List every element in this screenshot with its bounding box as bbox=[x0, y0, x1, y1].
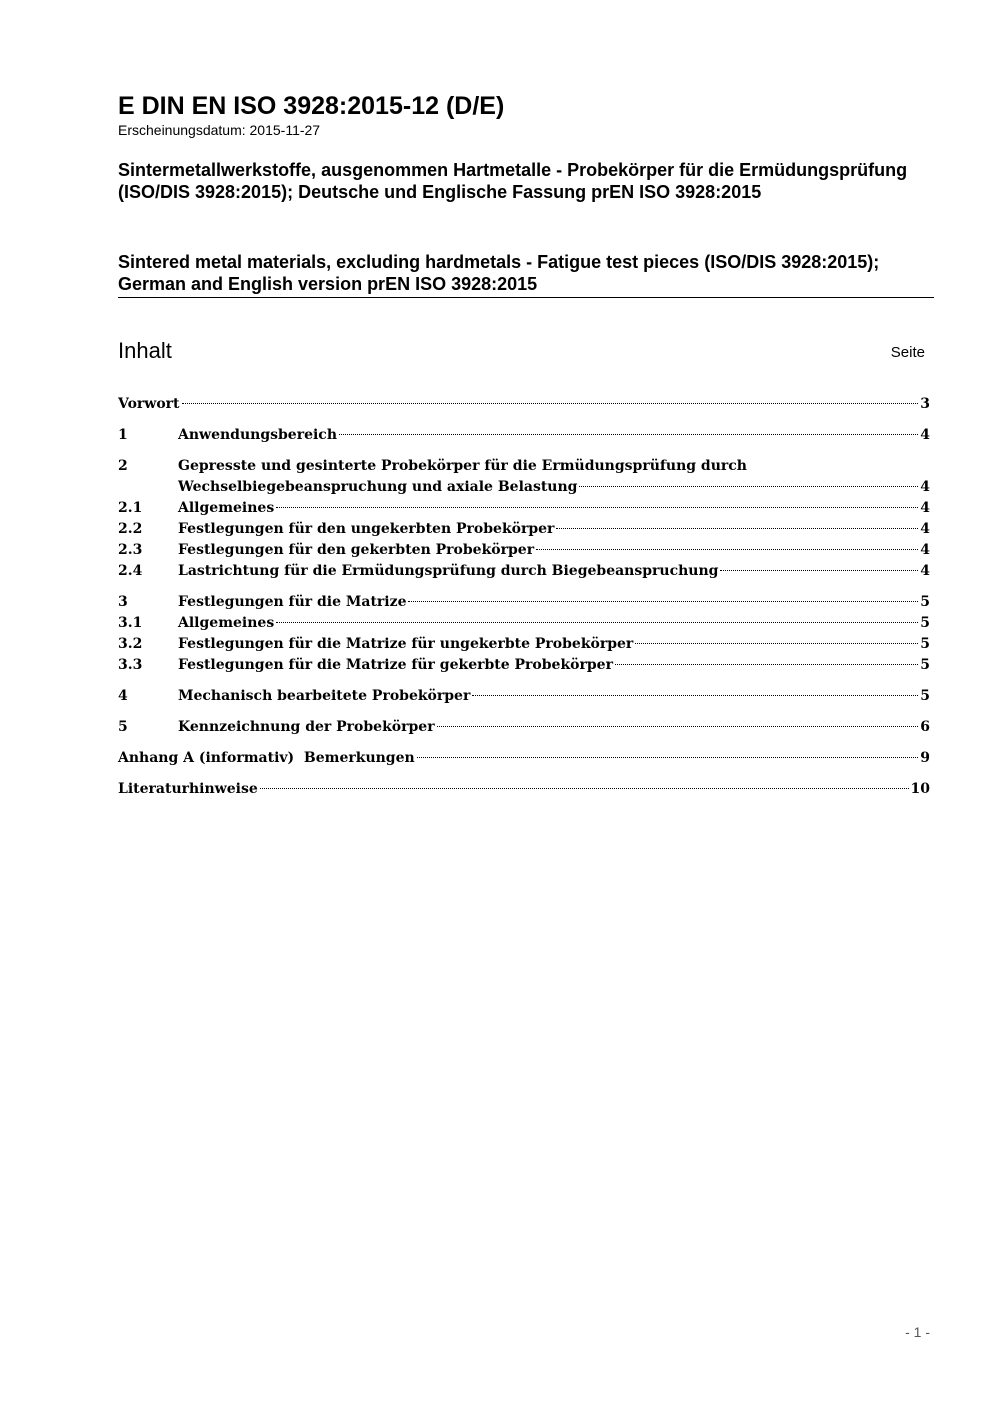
toc-entry-page: 5 bbox=[920, 657, 930, 673]
title-english: Sintered metal materials, excluding hardmetals - Fatigue test pieces (ISO/DIS 3928:2015); German and English version prEN ISO 3928:2015 bbox=[118, 252, 880, 294]
dot-leader bbox=[536, 549, 918, 550]
toc-entry[interactable] bbox=[118, 686, 930, 707]
dot-leader bbox=[556, 528, 918, 529]
toc-entry[interactable] bbox=[118, 425, 930, 446]
toc-entry-label: Kennzeichnung der Probekörper bbox=[178, 719, 435, 735]
toc-entry-label: Festlegungen für den ungekerbten Probekörper bbox=[178, 521, 555, 537]
dot-leader bbox=[472, 695, 918, 696]
toc-entry-number: 2 bbox=[118, 458, 128, 474]
toc-heading: Inhalt bbox=[118, 338, 172, 363]
toc-entry-page: 4 bbox=[920, 542, 930, 558]
dot-leader bbox=[339, 434, 918, 435]
toc-entry-page: 5 bbox=[920, 594, 930, 610]
dot-leader bbox=[615, 664, 918, 665]
toc-entry-label: Lastrichtung für die Ermüdungsprüfung durch Biegebeanspruchung bbox=[178, 563, 719, 579]
publication-date: Erscheinungsdatum: 2015-11-27 bbox=[118, 122, 321, 138]
toc-entry[interactable] bbox=[118, 748, 930, 769]
toc-entry-number: 3 bbox=[118, 594, 128, 610]
toc-entry-label: Vorwort bbox=[118, 396, 180, 412]
toc-entry[interactable] bbox=[118, 540, 930, 561]
dot-leader bbox=[260, 788, 909, 789]
toc-page-column-label: Seite bbox=[890, 344, 925, 361]
dot-leader bbox=[408, 601, 918, 602]
toc-entry-page: 6 bbox=[920, 719, 930, 735]
toc-entry-number: 2.2 bbox=[118, 521, 143, 537]
dot-leader bbox=[720, 570, 918, 571]
toc-entry-number: 2.4 bbox=[118, 563, 143, 579]
toc-entry-page: 4 bbox=[920, 479, 930, 495]
toc-entry[interactable] bbox=[118, 456, 930, 498]
toc-entry-page: 9 bbox=[920, 750, 930, 766]
toc-entry-label: Festlegungen für die Matrize für gekerbte Probekörper bbox=[178, 657, 613, 673]
toc-entry-label: Wechselbiegebeanspruchung und axiale Belastung bbox=[178, 479, 578, 495]
page-number: - 1 - bbox=[905, 1324, 930, 1340]
dot-leader bbox=[276, 622, 918, 623]
toc-entry-number: 2.3 bbox=[118, 542, 143, 558]
toc-entry-number: 4 bbox=[118, 688, 128, 704]
toc-entry-label: Festlegungen für die Matrize bbox=[178, 594, 407, 610]
dot-leader bbox=[635, 643, 918, 644]
toc-entry-page: 3 bbox=[920, 396, 930, 412]
title-german: Sintermetallwerkstoffe, ausgenommen Hartmetalle - Probekörper für die Ermüdungsprüfung (ISO/DIS 3928:2015); Deutsche und Englische Fassung prEN ISO 3928:2015 bbox=[118, 160, 908, 202]
toc-entry-number: 3.2 bbox=[118, 636, 143, 652]
dot-leader bbox=[579, 486, 918, 487]
toc-entry-number: 5 bbox=[118, 719, 128, 735]
toc-entry[interactable] bbox=[118, 655, 930, 676]
toc-entry-number: 3.1 bbox=[118, 615, 143, 631]
dot-leader bbox=[182, 403, 919, 404]
dot-leader bbox=[417, 757, 919, 758]
toc-entry[interactable] bbox=[118, 394, 930, 415]
toc-entry-page: 10 bbox=[910, 781, 930, 797]
dot-leader bbox=[276, 507, 918, 508]
table-of-contents bbox=[118, 394, 930, 800]
toc-entry-page: 5 bbox=[920, 636, 930, 652]
toc-entry-page: 4 bbox=[920, 427, 930, 443]
toc-entry-label: Anwendungsbereich bbox=[178, 427, 337, 443]
toc-entry-label: Anhang A (informativ) Bemerkungen bbox=[118, 750, 415, 766]
toc-entry[interactable] bbox=[118, 498, 930, 519]
toc-entry-label: Literaturhinweise bbox=[118, 781, 258, 797]
toc-entry-number: 3.3 bbox=[118, 657, 143, 673]
toc-entry-page: 5 bbox=[920, 688, 930, 704]
toc-entry[interactable] bbox=[118, 613, 930, 634]
document-id: E DIN EN ISO 3928:2015-12 (D/E) bbox=[118, 92, 505, 120]
toc-entry-label: Allgemeines bbox=[178, 500, 275, 516]
dot-leader bbox=[437, 726, 919, 727]
toc-entry-label: Allgemeines bbox=[178, 615, 275, 631]
toc-entry[interactable] bbox=[118, 717, 930, 738]
toc-entry-page: 4 bbox=[920, 563, 930, 579]
toc-entry[interactable] bbox=[118, 519, 930, 540]
toc-entry-label: Festlegungen für den gekerbten Probekörper bbox=[178, 542, 535, 558]
toc-entry[interactable] bbox=[118, 634, 930, 655]
toc-entry[interactable] bbox=[118, 592, 930, 613]
toc-entry-page: 5 bbox=[920, 615, 930, 631]
header-rule bbox=[118, 297, 934, 298]
toc-entry-label: Mechanisch bearbeitete Probekörper bbox=[178, 688, 471, 704]
toc-entry-label-line: Gepresste und gesinterte Probekörper für die Ermüdungsprüfung durch bbox=[178, 458, 747, 474]
toc-entry-number: 2.1 bbox=[118, 500, 143, 516]
toc-entry-page: 4 bbox=[920, 500, 930, 516]
toc-entry-number: 1 bbox=[118, 427, 128, 443]
toc-entry[interactable] bbox=[118, 779, 930, 800]
toc-entry-page: 4 bbox=[920, 521, 930, 537]
toc-entry-label: Festlegungen für die Matrize für ungekerbte Probekörper bbox=[178, 636, 634, 652]
toc-entry[interactable] bbox=[118, 561, 930, 582]
